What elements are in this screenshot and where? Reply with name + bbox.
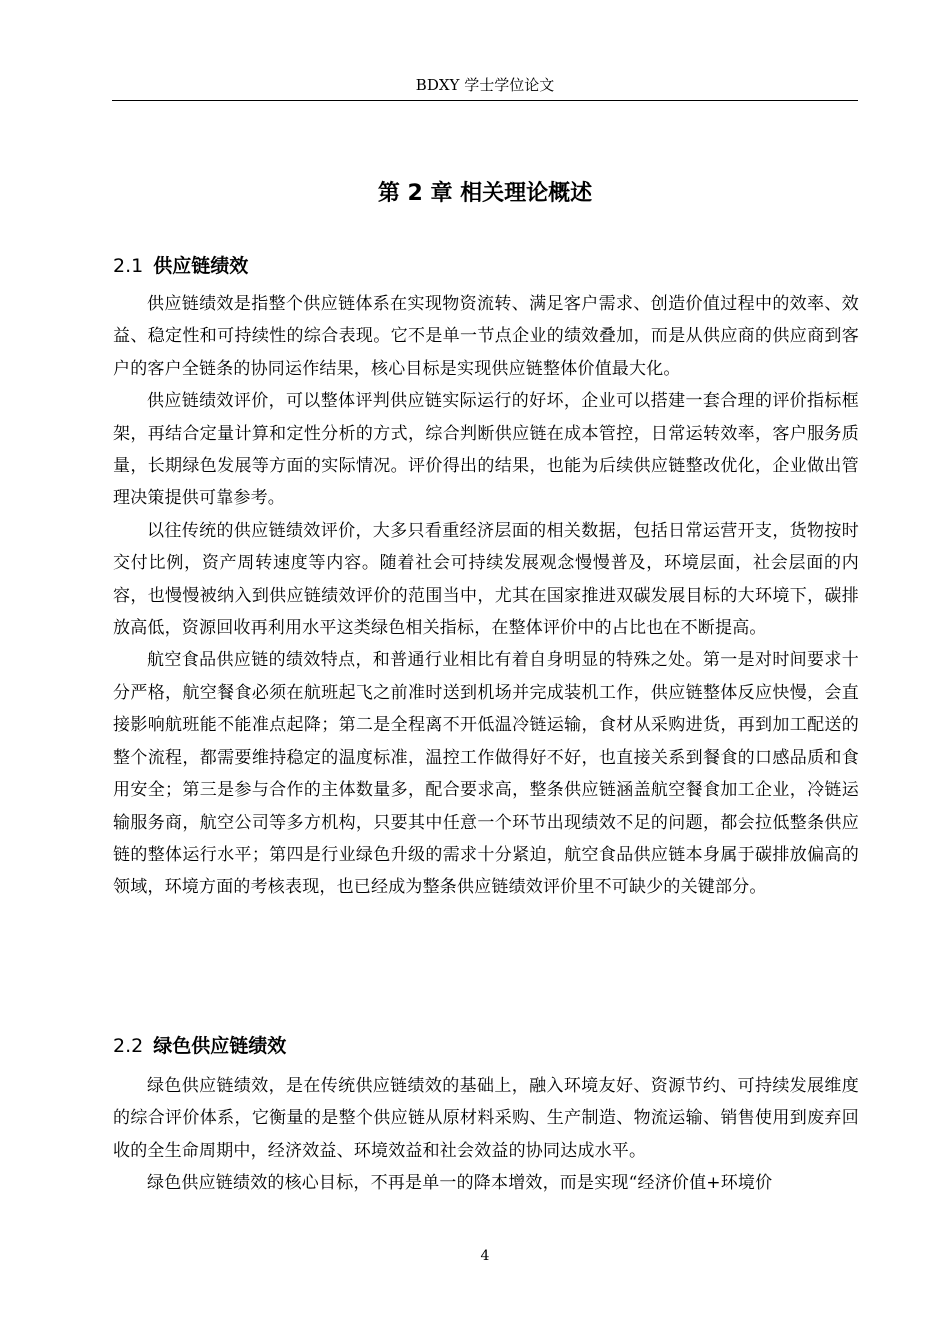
section-2-2-body <box>113 1070 859 1200</box>
paragraph: 供应链绩效是指整个供应链体系在实现物资流转、满足客户需求、创造价值过程中的效率、效益、稳定性和可持续性的综合表现。它不是单一节点企业的绩效叠加，而是从供应商的供应商到客户的客户全链条的协同运作结果，核心目标是实现供应链整体价值最大化。 <box>113 294 859 379</box>
paragraph: 供应链绩效评价，可以整体评判供应链实际运行的好坏，企业可以搭建一套合理的评价指标框架，再结合定量计算和定性分析的方式，综合判断供应链在成本管控，日常运转效率，客户服务质量，长期绿色发展等方面的实际情况。评价得出的结果，也能为后续供应链整改优化，企业做出管理决策提供可靠参考。 <box>113 391 859 509</box>
paragraph: 绿色供应链绩效的核心目标，不再是单一的降本增效，而是实现“经济价值+环境价 <box>147 1173 773 1194</box>
header-rule <box>112 100 858 101</box>
page-number: 4 <box>480 1248 490 1264</box>
paragraph: 绿色供应链绩效，是在传统供应链绩效的基础上，融入环境友好、资源节约、可持续发展维度的综合评价体系，它衡量的是整个供应链从原材料采购、生产制造、物流运输、销售使用到废弃回收的全生命周期中，经济效益、环境效益和社会效益的协同达成水平。 <box>113 1076 859 1161</box>
section-2-1-body <box>113 288 859 904</box>
section-number: 2.2 <box>113 1035 144 1057</box>
section-number: 2.1 <box>113 255 144 277</box>
running-head: BDXY 学士学位论文 <box>415 76 555 94</box>
chapter-title: 第 2 章 相关理论概述 <box>377 181 593 206</box>
section-heading-2-2 <box>113 1032 286 1060</box>
section-title: 供应链绩效 <box>153 255 249 277</box>
paragraph: 航空食品供应链的绩效特点，和普通行业相比有着自身明显的特殊之处。第一是对时间要求十分严格，航空餐食必须在航班起飞之前准时送到机场并完成装机工作，供应链整体反应快慢，会直接影响航班能不能准点起降；第二是全程离不开低温冷链运输，食材从采购进货，再到加工配送的整个流程，都需要维持稳定的温度标准，温控工作做得好不好，也直接关系到餐食的口感品质和食用安全；第三是参与合作的主体数量多，配合要求高，整条供应链涵盖航空餐食加工企业，冷链运输服务商，航空公司等多方机构，只要其中任意一个环节出现绩效不足的问题，都会拉低整条供应链的整体运行水平；第四是行业绿色升级的需求十分紧迫，航空食品供应链本身属于碳排放偏高的领域，环境方面的考核表现，也已经成为整条供应链绩效评价里不可缺少的关键部分。 <box>113 650 859 898</box>
section-title: 绿色供应链绩效 <box>153 1035 287 1057</box>
section-heading-2-1 <box>113 252 248 280</box>
paragraph: 以往传统的供应链绩效评价，大多只看重经济层面的相关数据，包括日常运营开支，货物按时交付比例，资产周转速度等内容。随着社会可持续发展观念慢慢普及，环境层面，社会层面的内容，也慢慢被纳入到供应链绩效评价的范围当中，尤其在国家推进双碳发展目标的大环境下，碳排放高低，资源回收再利用水平这类绿色相关指标，在整体评价中的占比也在不断提高。 <box>113 520 859 639</box>
